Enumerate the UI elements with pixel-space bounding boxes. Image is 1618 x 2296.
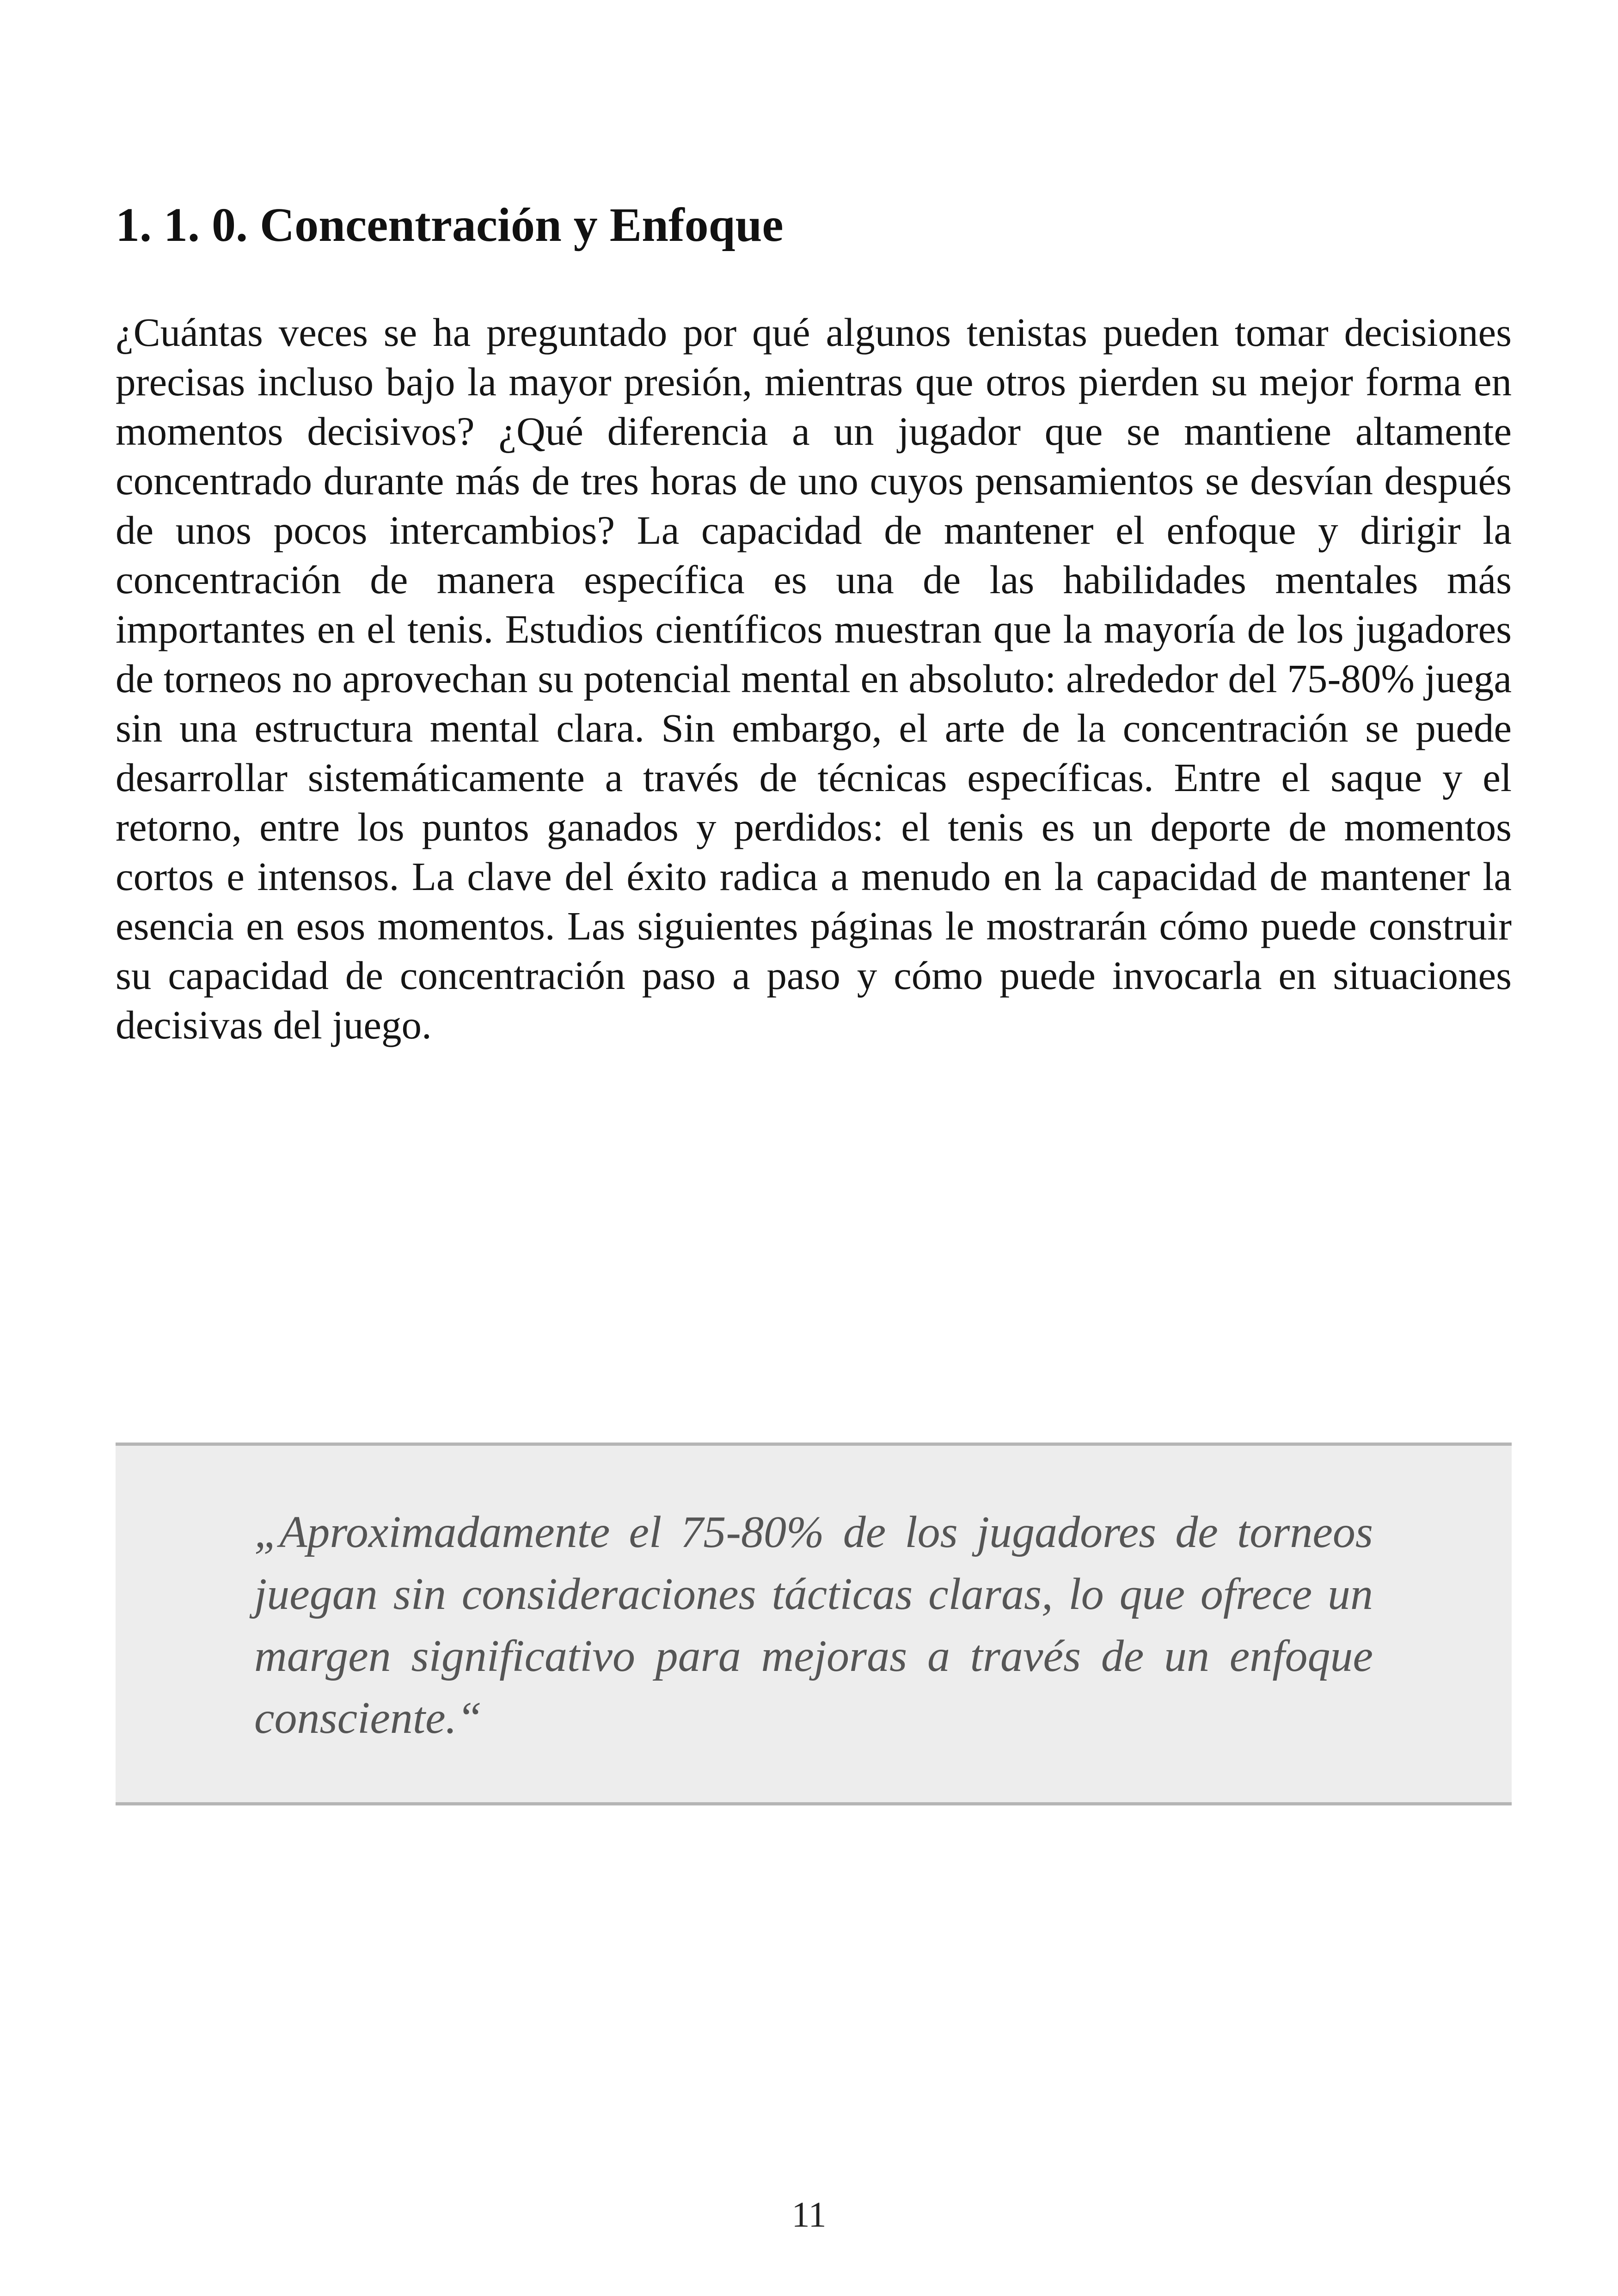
page-number: 11 — [791, 2194, 827, 2235]
body-paragraph: ¿Cuántas veces se ha preguntado por qué algunos tenistas pueden tomar decisiones precisas incluso bajo la mayor presión, mientras que otros pierden su mejor forma en momentos decisivos? ¿Qué diferencia a un jugador que se mantiene altamente concentrado durante más de tres horas de uno cuyos pensamientos se desvían después de unos pocos intercambios? La capacidad de mantener el enfoque y dirigir la concentración de manera específica es una de las habilidades mentales más importantes en el tenis. Estudios científicos muestran que la mayoría de los jugadores de torneos no aprovechan su potencial mental en absoluto: alrededor del 75-80% juega sin una estructura mental clara. Sin embargo, el arte de la concentración se puede desarrollar sistemáticamente a través de técnicas específicas. Entre el saque y el retorno, entre los puntos ganados y perdidos: el tenis es un deporte de momentos cortos e intensos. La clave del éxito radica a menudo en la capacidad de mantener la esencia en esos momentos. Las siguientes páginas le mostrarán cómo puede construir su capacidad de concentración paso a paso y cómo puede invocarla en situaciones decisivas del juego. — [116, 310, 1512, 1047]
section-heading: 1. 1. 0. Concentración y Enfoque — [116, 198, 784, 252]
callout-quote-text: „Aproximadamente el 75-80% de los jugadores de torneos juegan sin consideraciones tácticas claras, lo que ofrece un margen significativo para mejoras a través de un enfoque consciente.“ — [254, 1507, 1373, 1743]
quote-callout — [116, 1443, 1512, 1805]
